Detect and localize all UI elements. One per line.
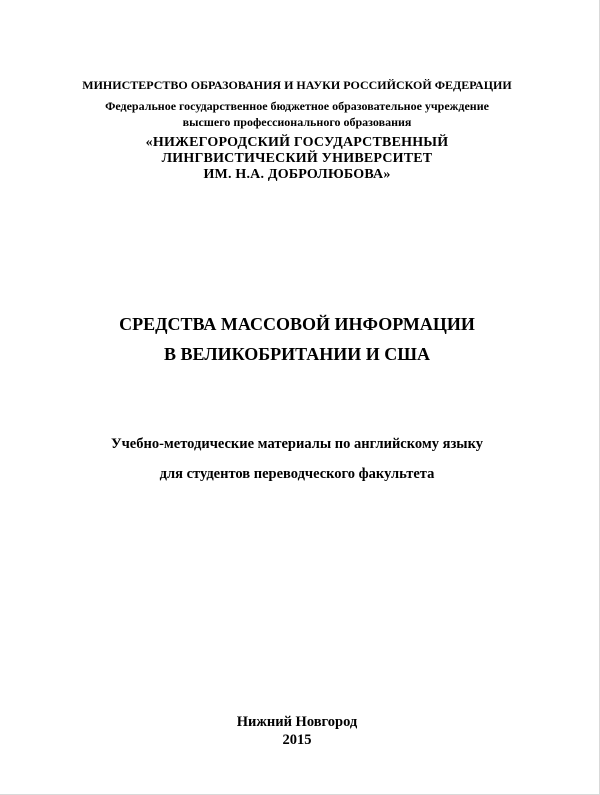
publication-city: Нижний Новгород [236, 714, 358, 730]
university-name-line-2: ЛИНГВИСТИЧЕСКИЙ УНИВЕРСИТЕТ [161, 151, 433, 166]
ministry-heading: МИНИСТЕРСТВО ОБРАЗОВАНИЯ И НАУКИ РОССИЙСКОЙ ФЕДЕРАЦИИ [82, 78, 512, 92]
institution-line-1: Федеральное государственное бюджетное образовательное учреждение [105, 99, 489, 113]
university-name-line-3: ИМ. Н.А. ДОБРОЛЮБОВА» [203, 167, 391, 182]
document-subtitle-line-1: Учебно-методические материалы по английскому языку [110, 436, 484, 452]
document-title-line-2: В ВЕЛИКОБРИТАНИИ И США [163, 344, 431, 364]
publication-year: 2015 [282, 732, 312, 748]
university-name-line-1: «НИЖЕГОРОДСКИЙ ГОСУДАРСТВЕННЫЙ [145, 135, 449, 150]
document-title-line-1: СРЕДСТВА МАССОВОЙ ИНФОРМАЦИИ [119, 314, 475, 334]
institution-line-2: высшего профессионального образования [182, 115, 412, 129]
document-subtitle-line-2: для студентов переводческого факультета [159, 466, 435, 482]
